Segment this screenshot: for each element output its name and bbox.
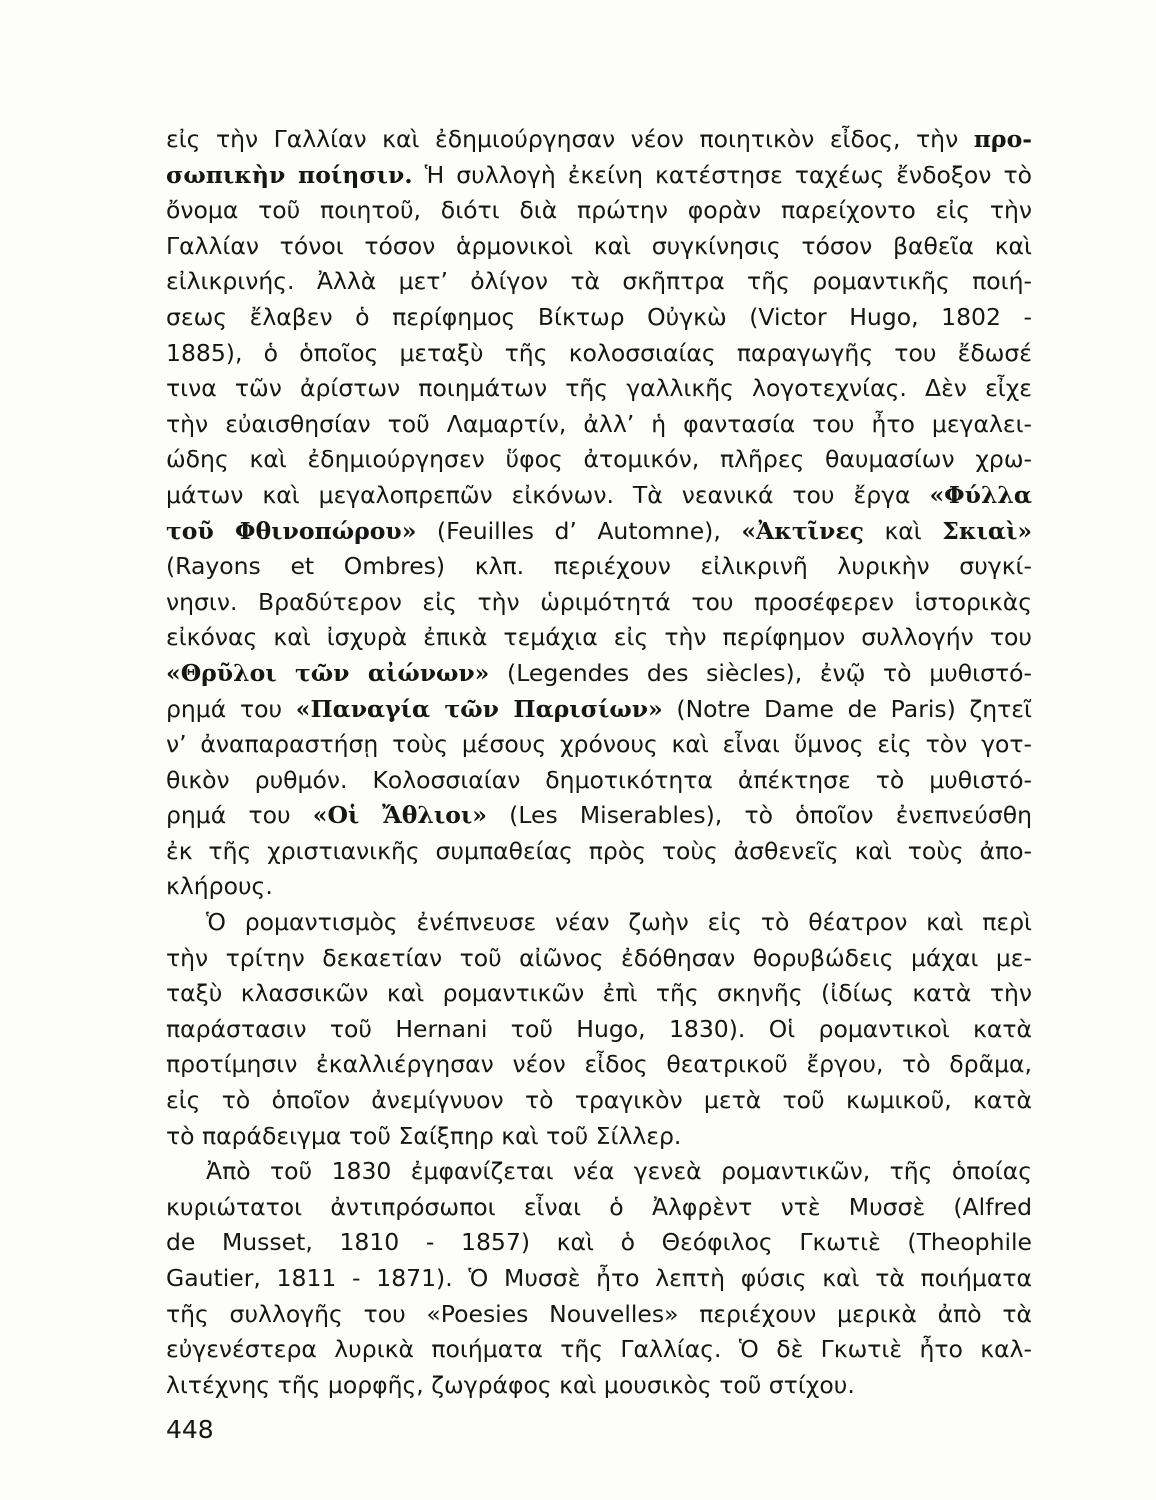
text-run: εἰλικρινής. Ἀλλὰ μετ’ ὀλίγον τὰ σκῆπτρα τῆς ρομαντικῆς ποιή- <box>166 267 1032 296</box>
text-run: 1885), ὁ ὁποῖος μεταξὺ τῆς κολοσσιαίας παραγωγῆς του ἔδωσέ <box>166 338 1032 367</box>
text-run: θικὸν ρυθμόν. Κολοσσιαίαν δημοτικότητα ἀπέκτησε τὸ μυθιστό- <box>166 765 1032 794</box>
text-line <box>166 1368 1032 1404</box>
text-line <box>166 478 1032 514</box>
text-run: εἰκόνας καὶ ἰσχυρὰ ἐπικὰ τεμάχια εἰς τὴν περίφημον συλλογήν του <box>166 623 1032 652</box>
text-line <box>166 727 1032 763</box>
text-line <box>166 336 1032 372</box>
text-line <box>166 1297 1032 1333</box>
text-line <box>166 1119 1032 1155</box>
text-run: τὸ παράδειγμα τοῦ Σαίξπηρ καὶ τοῦ Σίλλερ. <box>166 1121 682 1150</box>
text-run: κλήρους. <box>166 872 273 901</box>
text-run: ώδης καὶ ἐδημιούργησεν ὕφος ἀτομικόν, πλῆρες θαυμασίων χρω- <box>166 445 1032 474</box>
text-line <box>166 1225 1032 1261</box>
bold-term: προ- <box>973 125 1032 153</box>
text-run: ταξὺ κλασσικῶν καὶ ρομαντικῶν ἐπὶ τῆς σκηνῆς (ἰδίως κατὰ τὴν <box>166 979 1032 1008</box>
text-run: (Feuilles d’ Automne), <box>416 516 742 545</box>
text-run: σεως ἔλαβεν ὁ περίφημος Βίκτωρ Οὐγκὼ (Victor Hugo, 1802 - <box>166 302 1032 331</box>
text-line <box>166 264 1032 300</box>
text-line <box>166 1261 1032 1297</box>
text-run: (Notre Dame de Paris) ζητεῖ <box>662 694 1032 723</box>
text-run: μάτων καὶ μεγαλοπρεπῶν εἰκόνων. Τὰ νεανικά του ἔργα <box>166 480 930 509</box>
text-line <box>166 300 1032 336</box>
text-run: Γαλλίαν τόνοι τόσον ἁρμονικοὶ καὶ συγκίνησις τόσον βαθεῖα καὶ <box>166 231 1032 260</box>
text-line <box>166 656 1032 692</box>
text-line <box>166 1154 1032 1190</box>
text-line <box>166 763 1032 799</box>
text-run: παράστασιν τοῦ Hernani τοῦ Hugo, 1830). Οἱ ρομαντικοὶ κατὰ <box>166 1014 1032 1043</box>
text-line <box>166 834 1032 870</box>
bold-term: τοῦ Φθινοπώρου» <box>166 516 417 545</box>
text-run: de Musset, 1810 - 1857) καὶ ὁ Θεόφιλος Γκωτιὲ (Theophile <box>166 1228 1032 1257</box>
text-line <box>166 1047 1032 1083</box>
text-run: νησιν. Βραδύτερον εἰς τὴν ὡριμότητά του προσέφερεν ἱστορικὰς <box>166 587 1032 616</box>
text-line <box>166 941 1032 977</box>
text-line <box>166 692 1032 728</box>
bold-term: «Θρῦλοι τῶν αἰώνων» <box>166 658 490 687</box>
text-run: εὐγενέστερα λυρικὰ ποιήματα τῆς Γαλλίας. Ὁ δὲ Γκωτιὲ ἦτο καλ- <box>166 1335 1032 1364</box>
text-run: λιτέχνης τῆς μορφῆς, ζωγράφος καὶ μουσικὸς τοῦ στίχου. <box>166 1370 855 1399</box>
text-run: ν’ ἀναπαραστήσῃ τοὺς μέσους χρόνους καὶ εἶναι ὕμνος εἰς τὸν γοτ- <box>166 730 1032 759</box>
text-run: (Rayons et Ombres) κλπ. περιέχουν εἰλικρινῆ λυρικὴν συγκί- <box>166 552 1032 581</box>
text-run: Ἡ συλλογὴ ἐκείνη κατέστησε ταχέως ἔνδοξον τὸ <box>412 160 1032 189</box>
text-line <box>166 122 1032 158</box>
text-line <box>166 585 1032 621</box>
text-line <box>166 442 1032 478</box>
text-line <box>166 905 1032 941</box>
text-line <box>166 976 1032 1012</box>
text-run: τινα τῶν ἀρίστων ποιημάτων τῆς γαλλικῆς λογοτεχνίας. Δὲν εἶχε <box>166 374 1032 403</box>
text-run: εἰς τὴν Γαλλίαν καὶ ἐδημιούργησαν νέον ποιητικὸν εἶδος, τὴν <box>166 125 974 153</box>
text-line <box>166 407 1032 443</box>
text-line <box>166 514 1032 550</box>
text-run: (Les Miserables), τὸ ὁποῖον ἐνεπνεύσθη <box>486 801 1032 830</box>
bold-term: Σκιαὶ» <box>942 516 1032 545</box>
text-run: ἐκ τῆς χριστιανικῆς συμπαθείας πρὸς τοὺς ἀσθενεῖς καὶ τοὺς ἀπο- <box>166 836 1032 865</box>
text-run: τῆς συλλογῆς του «Poesies Nouvelles» περιέχουν μερικὰ ἀπὸ τὰ <box>166 1299 1032 1328</box>
text-line <box>166 193 1032 229</box>
text-run: (Legendes des siècles), ἐνῷ τὸ μυθιστό- <box>489 658 1032 687</box>
text-line <box>166 371 1032 407</box>
bold-term: σωπικὴν ποίησιν. <box>166 160 413 189</box>
text-line <box>166 549 1032 585</box>
text-run: κυριώτατοι ἀντιπρόσωποι εἶναι ὁ Ἀλφρὲντ ντὲ Μυσσὲ (Alfred <box>166 1192 1032 1221</box>
page-number: 448 <box>166 1415 214 1444</box>
text-run: ρημά του <box>166 801 313 830</box>
text-line <box>166 869 1032 905</box>
body-text <box>166 122 1032 1403</box>
text-line <box>166 1190 1032 1226</box>
text-run: καὶ <box>863 516 943 545</box>
text-run: Ὁ ρομαντισμὸς ἐνέπνευσε νέαν ζωὴν εἰς τὸ θέατρον καὶ περὶ <box>206 908 1032 937</box>
text-run: προτίμησιν ἐκαλλιέργησαν νέον εἶδος θεατρικοῦ ἔργου, τὸ δρᾶμα, <box>166 1050 1032 1079</box>
text-run: εἰς τὸ ὁποῖον ἀνεμίγνυον τὸ τραγικὸν μετὰ τοῦ κωμικοῦ, κατὰ <box>166 1086 1032 1115</box>
text-line <box>166 1332 1032 1368</box>
bold-term: «Παναγία τῶν Παρισίων» <box>295 694 663 723</box>
text-run: τὴν τρίτην δεκαετίαν τοῦ αἰῶνος ἐδόθησαν θορυβώδεις μάχαι με- <box>166 943 1032 972</box>
text-line <box>166 620 1032 656</box>
bold-term: «Οἱ Ἄθλιοι» <box>312 801 487 830</box>
text-line <box>166 1083 1032 1119</box>
text-line <box>166 798 1032 834</box>
text-run: ρημά του <box>166 694 296 723</box>
text-run: τὴν εὐαισθησίαν τοῦ Λαμαρτίν, ἀλλ’ ἡ φαντασία του ἦτο μεγαλει- <box>166 409 1032 438</box>
text-line <box>166 158 1032 194</box>
text-run: ὄνομα τοῦ ποιητοῦ, διότι διὰ πρώτην φορὰν παρείχοντο εἰς τὴν <box>166 196 1032 225</box>
bold-term: «Ἀκτῖνες <box>741 516 864 545</box>
text-run: Gautier, 1811 - 1871). Ὁ Μυσσὲ ἦτο λεπτὴ φύσις καὶ τὰ ποιήματα <box>166 1264 1032 1292</box>
text-line <box>166 1012 1032 1048</box>
bold-term: «Φύλλα <box>929 480 1032 509</box>
text-run: Ἀπὸ τοῦ 1830 ἐμφανίζεται νέα γενεὰ ρομαντικῶν, τῆς ὁποίας <box>206 1157 1032 1186</box>
text-line <box>166 229 1032 265</box>
